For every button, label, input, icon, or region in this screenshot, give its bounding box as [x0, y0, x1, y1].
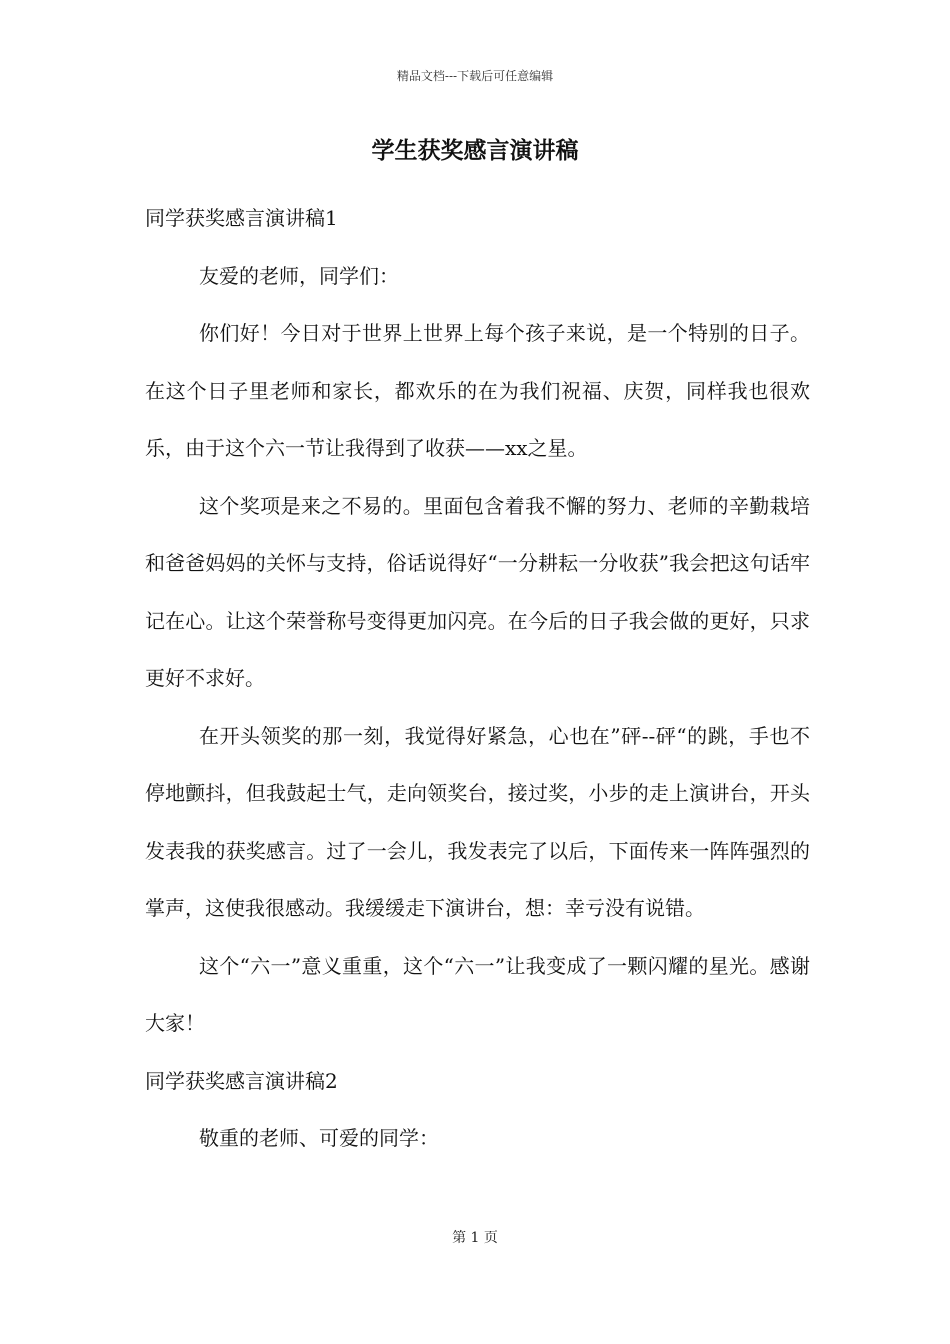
paragraph-3: 在开头领奖的那一刻，我觉得好紧急，心也在”砰--砰“的跳，手也不停地颤抖，但我鼓起士气，走向领奖台，接过奖，小步的走上演讲台，开头发表我的获奖感言。过了一会儿，我发表完了以后，下面传来一阵阵强烈的掌声，这使我很感动。我缓缓走下演讲台，想：幸亏没有说错。	[145, 723, 810, 920]
paragraph-2: 这个奖项是来之不易的。里面包含着我不懈的努力、老师的辛勤栽培和爸爸妈妈的关怀与支持，俗话说得好“一分耕耘一分收获”我会把这句话牢记在心。让这个荣誉称号变得更加闪亮。在今后的日子我会做的更好，只求更好不求好。	[145, 493, 810, 690]
document-body	[145, 190, 810, 1168]
page-number: 第 1 页	[452, 1230, 498, 1246]
paragraph-1: 你们好！今日对于世界上世界上每个孩子来说，是一个特别的日子。在这个日子里老师和家长，都欢乐的在为我们祝福、庆贺，同样我也很欢乐，由于这个六一节让我得到了收获——xx之星。	[145, 321, 810, 460]
section-heading-2: 同学获奖感言演讲稿2	[145, 1068, 338, 1093]
section-heading-1: 同学获奖感言演讲稿1	[145, 206, 338, 230]
salutation-1: 友爱的老师，同学们：	[199, 263, 399, 288]
header-note: 精品文档---下载后可任意编辑	[396, 69, 554, 83]
salutation-2: 敬重的老师、可爱的同学：	[199, 1126, 439, 1150]
document-title: 学生获奖感言演讲稿	[371, 137, 579, 164]
paragraph-4: 这个“六一”意义重重，这个“六一”让我变成了一颗闪耀的星光。感谢大家！	[145, 953, 810, 1035]
